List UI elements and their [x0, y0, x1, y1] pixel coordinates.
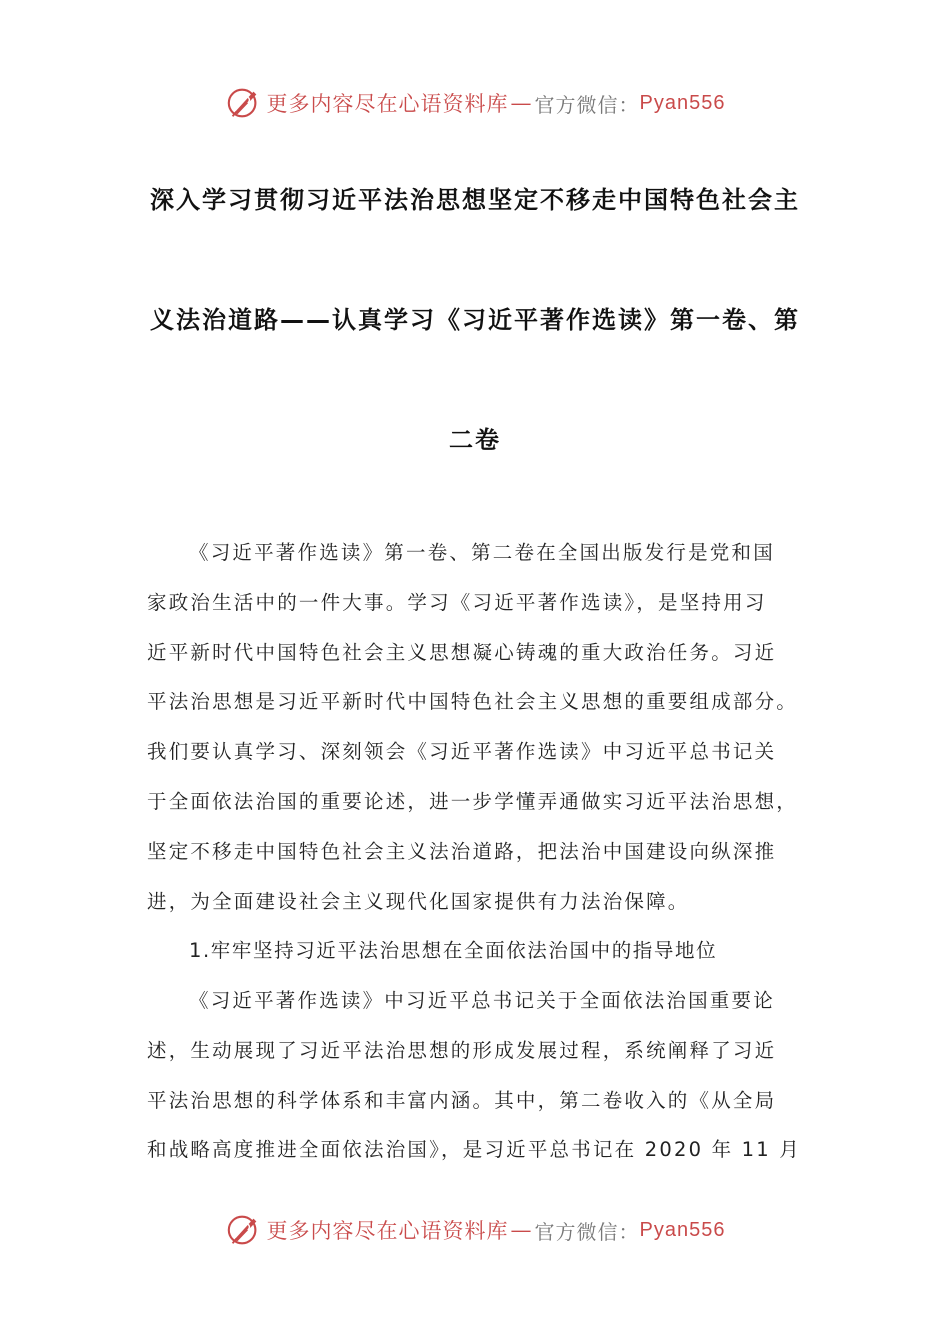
quill-logo-icon: [225, 84, 263, 122]
paragraph-line: 平法治思想的科学体系和丰富内涵。其中，第二卷收入的《从全局: [147, 1088, 777, 1112]
document-title-line-3: 二卷: [449, 426, 501, 454]
watermark-official: 官方微信：: [534, 92, 640, 117]
paragraph-line: 和战略高度推进全面依法治国》，是习近平总书记在 2020 年 11 月: [147, 1138, 801, 1162]
header-watermark: [0, 83, 950, 123]
document-title-line-1: 深入学习贯彻习近平法治思想坚定不移走中国特色社会主: [150, 186, 800, 214]
paragraph-line: 平法治思想是习近平新时代中国特色社会主义思想的重要组成部分。: [147, 690, 799, 714]
paragraph-1: [147, 528, 817, 926]
paragraph-2: [147, 976, 817, 1175]
section-heading-1: 1.牢牢坚持习近平法治思想在全面依法治国中的指导地位: [189, 939, 718, 962]
paragraph-line: 近平新时代中国特色社会主义思想凝心铸魂的重大政治任务。习近: [147, 640, 777, 664]
paragraph-line: 于全面依法治国的重要论述，进一步学懂弄通做实习近平法治思想，: [147, 789, 799, 813]
paragraph-line: 述，生动展现了习近平法治思想的形成发展过程，系统阐释了习近: [147, 1038, 777, 1062]
quill-logo-icon: [225, 1211, 263, 1249]
watermark-dash: —: [510, 1218, 533, 1242]
paragraph-line: 进，为全面建设社会主义现代化国家提供有力法治保障。: [147, 889, 690, 913]
watermark-text: 更多内容尽在心语资料库: [266, 92, 509, 116]
watermark-dash: —: [510, 91, 533, 115]
watermark-id: Pyan556: [639, 91, 726, 114]
watermark-id: Pyan556: [639, 1218, 726, 1241]
paragraph-line: 《习近平著作选读》中习近平总书记关于全面依法治国重要论: [189, 989, 775, 1012]
paragraph-line: 家政治生活中的一件大事。学习《习近平著作选读》，是坚持用习: [147, 590, 767, 614]
watermark-text: 更多内容尽在心语资料库: [266, 1219, 509, 1243]
document-title-line-2: 义法治道路——认真学习《习近平著作选读》第一卷、第: [150, 306, 800, 334]
paragraph-line: 《习近平著作选读》第一卷、第二卷在全国出版发行是党和国: [189, 541, 775, 564]
paragraph-line: 我们要认真学习、深刻领会《习近平著作选读》中习近平总书记关: [147, 740, 777, 764]
watermark-official: 官方微信：: [534, 1219, 640, 1244]
paragraph-line: 坚定不移走中国特色社会主义法治道路，把法治中国建设向纵深推: [147, 839, 777, 863]
footer-watermark: [0, 1210, 950, 1250]
